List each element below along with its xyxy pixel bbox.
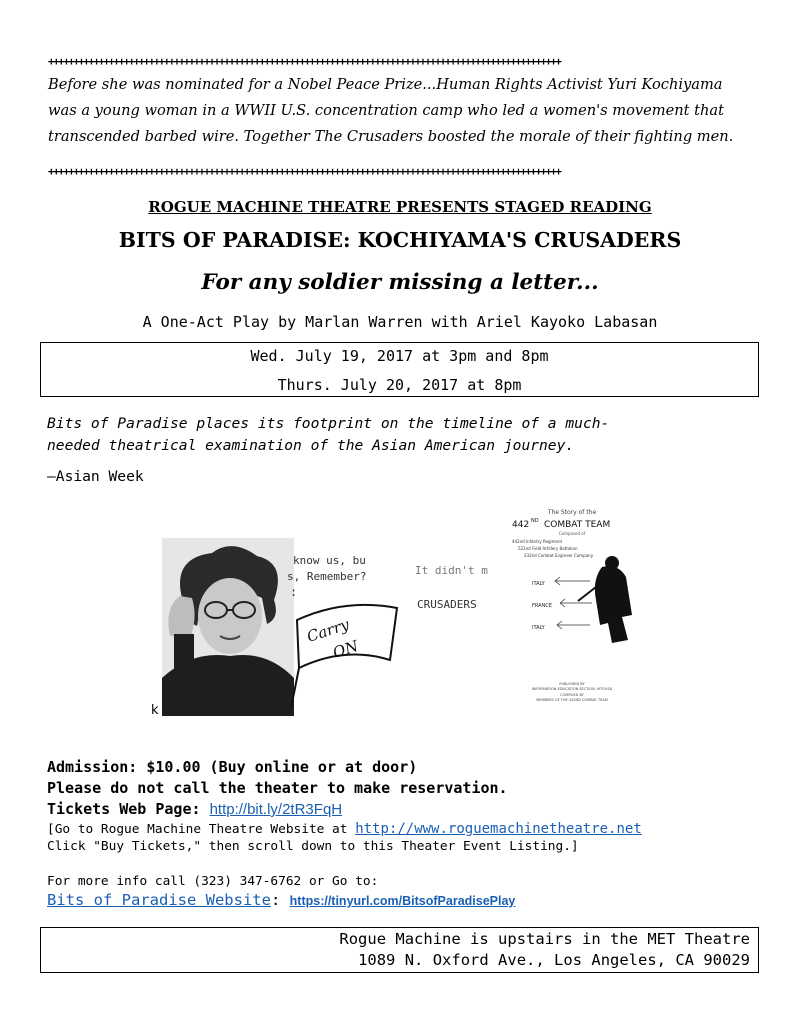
play-title: BITS OF PARADISE: KOCHIYAMA'S CRUSADERS xyxy=(118,228,682,252)
review-source: —Asian Week xyxy=(47,468,144,485)
instructions-prefix: [Go to Rogue Machine Theatre Website at xyxy=(47,822,356,837)
instructions-line-2: Click "Buy Tickets," then scroll down to this Theater Event Listing.] xyxy=(47,839,579,854)
top-plus-divider: ++++++++++++++++++++++++++++++++++++++++++++++++++++++++++++++++++++++++++++++++++++++++++++++++++++++ xyxy=(48,56,561,68)
website-colon: : xyxy=(270,891,290,909)
svg-text::: : xyxy=(290,585,298,599)
instructions-block xyxy=(47,821,642,855)
poster-unit-3: 232nd Combat Engineer Company xyxy=(524,553,594,558)
review-quote xyxy=(47,413,767,457)
admission-block xyxy=(47,757,508,820)
more-info-text: For more info call (323) 347-6762 or Go to: xyxy=(47,874,379,889)
venue-box xyxy=(40,927,759,973)
venue-line-1: Rogue Machine is upstairs in the MET Theatre xyxy=(339,930,750,948)
instructions-line-1 xyxy=(47,821,642,838)
date-line-1: Wed. July 19, 2017 at 3pm and 8pm xyxy=(250,347,549,365)
review-line-2: needed theatrical examination of the Asian American journey. xyxy=(47,437,575,454)
intro-line-3: transcended barbed wire. Together The Crusaders boosted the morale of their fighting men. xyxy=(48,128,734,145)
poster-footer-4: MEMBERS OF THE 442ND COMBAT TEAM xyxy=(536,698,608,702)
venue-address: 1089 N. Oxford Ave., Los Angeles, CA 90029 xyxy=(358,951,750,969)
on-text: ON xyxy=(330,636,361,662)
poster-footer-1: PUBLISHED BY xyxy=(559,682,585,686)
presents-heading: ROGUE MACHINE THEATRE PRESENTS STAGED READING xyxy=(148,198,652,216)
letter-crusaders-word: CRUSADERS xyxy=(417,598,477,611)
theatre-website-link[interactable]: http://www.roguemachinetheatre.net xyxy=(355,821,642,837)
tickets-link[interactable]: http://bit.ly/2tR3FqH xyxy=(209,801,343,818)
bottom-plus-divider: ++++++++++++++++++++++++++++++++++++++++++++++++++++++++++++++++++++++++++++++++++++++++++++++++++++++ xyxy=(48,166,561,178)
poster-kicker: The Story of the xyxy=(547,509,597,516)
bits-of-paradise-website-link[interactable]: Bits of Paradise Website xyxy=(47,891,271,909)
intro-line-1: Before she was nominated for a Nobel Peace Prize...Human Rights Activist Yuri Kochiyama xyxy=(48,76,723,93)
yuri-kochiyama-photo xyxy=(162,538,294,716)
intro-paragraph xyxy=(48,72,758,150)
carry-on-letter-image xyxy=(285,550,490,710)
poster-country-2: FRANCE xyxy=(532,603,552,609)
admission-price: Admission: $10.00 (Buy online or at door) xyxy=(47,758,418,776)
poster-country-1: ITALY xyxy=(532,581,545,587)
letter-fragment-3: It didn't m xyxy=(415,564,488,577)
letter-fragment-2: s, Remember? xyxy=(287,570,367,583)
tickets-label: Tickets Web Page: xyxy=(47,800,210,818)
intro-line-2: was a young woman in a WWII U.S. concentration camp who led a women's movement that xyxy=(48,102,724,119)
poster-footer-2: INFORMATION-EDUCATION SECTION, MTOUSA xyxy=(531,687,613,691)
poster-sup: ND xyxy=(531,518,539,524)
tickets-row xyxy=(47,799,508,820)
date-line-2: Thurs. July 20, 2017 at 8pm xyxy=(277,376,522,394)
review-line-1: Bits of Paradise places its footprint on the timeline of a much- xyxy=(47,415,610,432)
poster-composed: Composed of xyxy=(558,531,586,536)
poster-country-3: ITALY xyxy=(532,625,545,631)
poster-unit-2: 522nd Field Artillery Battalion xyxy=(518,546,578,551)
byline: A One-Act Play by Marlan Warren with Ariel Kayoko Labasan xyxy=(142,313,658,331)
tinyurl-link[interactable]: https://tinyurl.com/BitsofParadisePlay xyxy=(289,894,516,908)
442nd-combat-team-poster xyxy=(500,505,645,720)
reservation-note: Please do not call the theater to make reservation. xyxy=(47,779,508,797)
photo-caption-mark: k xyxy=(151,703,159,718)
poster-footer-3: COMPILED BY xyxy=(560,693,584,697)
carry-text: Carry xyxy=(304,615,352,646)
dates-box xyxy=(40,342,759,397)
poster-unit-1: 442nd Infantry Regiment xyxy=(512,539,563,544)
tagline: For any soldier missing a letter... xyxy=(201,270,599,295)
website-row xyxy=(47,891,515,909)
poster-num: 442 xyxy=(512,520,530,530)
letter-fragment-1: know us, bu xyxy=(293,554,366,567)
poster-headline: COMBAT TEAM xyxy=(544,520,611,530)
